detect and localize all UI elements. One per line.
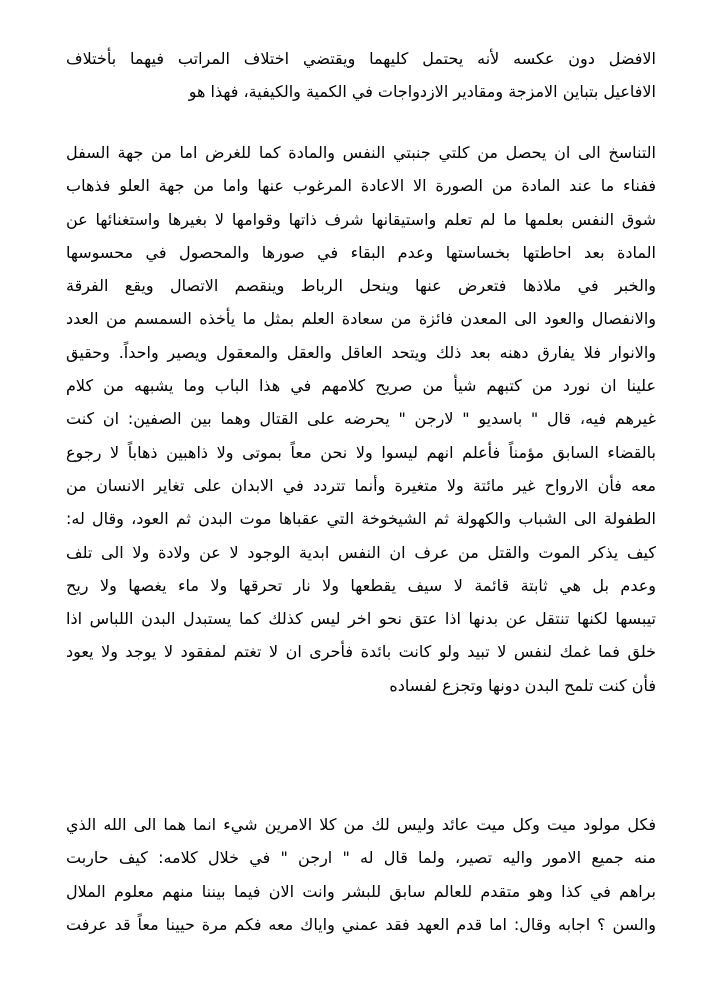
text-line: بالقضاء السابق مؤمناً فأعلم انهم ليسوا ولا نحن معاً بموتى ولا ذاهبين ذهاباً لا رجوع bbox=[66, 442, 656, 462]
text-line: فأن كنت تلمح البدن دونها وتجزع لفساده bbox=[389, 675, 656, 695]
text-line: التناسخ الى ان يحصل من كلتي جنبتي النفس والمادة كما للغرض اما من جهة السفل bbox=[66, 143, 656, 162]
text-line: المادة بعد احاطتها بخساستها وعدم البقاء في صورها والمحصول في محسوسها bbox=[66, 242, 656, 262]
text-line: معه فأن الارواح غير مائتة ولا متغيرة وأنما تتردد في الابدان على تغاير الانسان من bbox=[66, 475, 656, 495]
text-line: الافضل دون عكسه لأنه يحتمل كليهما ويقتضي اختلاف المراتب فيهما بأختلاف bbox=[66, 49, 656, 68]
text-line: الطفولة الى الشباب والكهولة ثم الشيخوخة التي عقباها موت البدن ثم العود، وقال له: bbox=[66, 509, 656, 529]
text-line: وعدم بل هي ثابتة قائمة لا سيف يقطعها ولا نار تحرقها ولا ماء يغصها ولا ريح bbox=[66, 575, 656, 595]
text-line: فكل مولود ميت وكل ميت عائد وليس لك من كلا الامرين شيء انما هما الى الله الذي bbox=[66, 815, 656, 834]
text-line: كيف يذكر الموت والقتل من عرف ان النفس ابدية الوجود لا عن ولادة ولا الى تلف bbox=[66, 542, 656, 562]
text-line: الافاعيل بتباين الامزجة ومقادير الازدواجات في الكمية والكيفية، فهذا هو bbox=[188, 82, 656, 102]
text-line: والانفصال والعود الى المعدن فائزة من سعادة العلم بمثل ما يأخذه السمسم من العدد bbox=[66, 309, 656, 329]
text-line: براهم في كذا وهو متقدم للعالم سابق للبشر وانت الان فيما بيننا منهم معلوم الملال bbox=[66, 881, 656, 901]
text-line: تيبسها لكنها تنتقل عن بدنها اذا عتق نحو اخر ليس كذلك كما يستبدل البدن اللباس اذا bbox=[66, 609, 656, 629]
text-line: ففناء ما عند المادة من الصورة الا الاعادة المرغوب عنها واما من جهة العلو فذهاب bbox=[66, 176, 656, 196]
text-line: والانوار فلا يفارق دهنه بعد ذلك ويتحد العاقل والعقل والمعقول ويصير واحداً. وحقيق bbox=[66, 342, 656, 362]
paragraph-1 bbox=[66, 42, 656, 109]
paragraph-2 bbox=[66, 136, 656, 702]
paragraph-3 bbox=[66, 808, 656, 941]
text-line: والخبر في ملاذها فتعرض عنها وينحل الرباط وينقصم الاتصال ويقع الفرقة bbox=[66, 276, 656, 296]
text-line: شوق النفس بعلمها ما لم تعلم واستيقانها شرف ذاتها وقوامها لا بغيرها واستغنائها عن bbox=[66, 209, 656, 229]
text-line: علينا ان نورد من كتبهم شيأ من صريح كلامهم في هذا الباب وما يشبهه من كلام bbox=[66, 376, 656, 396]
text-line: والسن ؟ اجابه وقال: اما قدم العهد فقد عمني واياك معه فكم مرة حيينا معاً قد عرفت bbox=[66, 914, 656, 934]
text-line: منه جميع الامور واليه تصير، ولما قال له " ارجن " في خلال كلامه: كيف حاربت bbox=[66, 848, 656, 868]
text-line: خلق فما غمك لنفس لا تبيد ولو كانت بائدة فأحرى ان لا تغتم لمفقود لا يوجد ولا يعود bbox=[66, 642, 656, 662]
text-line: غيرهم فيه، قال " باسديو " لارجن " يحرضه على القتال وهما بين الصفين: ان كنت bbox=[66, 409, 656, 429]
